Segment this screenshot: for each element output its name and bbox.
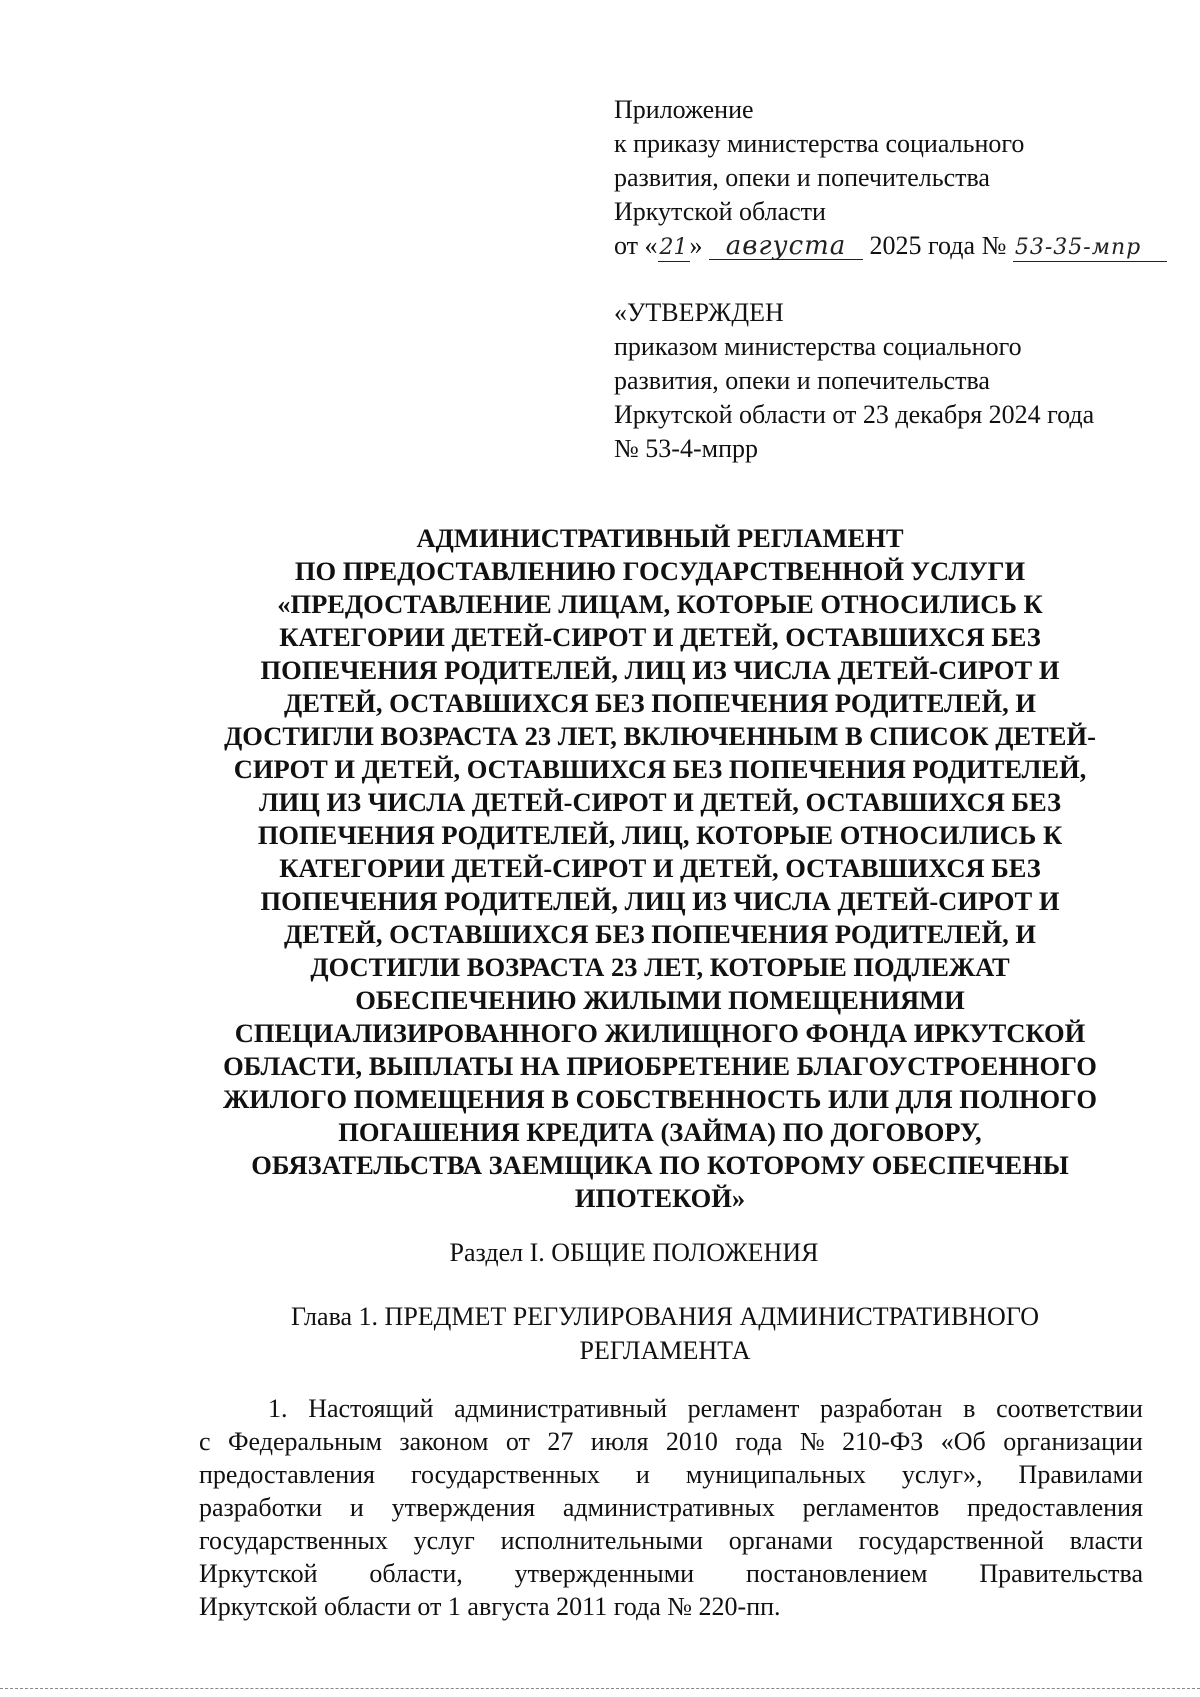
- handwritten-day: 21: [659, 235, 688, 260]
- paragraph-word: в: [963, 1394, 976, 1423]
- approval-line: № 53-4-мпрр: [614, 434, 758, 463]
- paragraph-word: регламентов: [802, 1493, 940, 1522]
- paragraph-word: 1.: [268, 1394, 288, 1423]
- paragraph-word: постановлением: [745, 1559, 928, 1588]
- paragraph-word: разработан: [820, 1394, 943, 1423]
- paragraph-word: органами: [728, 1526, 833, 1555]
- paragraph-word: власти: [1069, 1526, 1143, 1555]
- appendix-block: [614, 93, 1174, 263]
- title-line: ПОПЕЧЕНИЯ РОДИТЕЛЕЙ, ЛИЦ, КОТОРЫЕ ОТНОСИЛИСЬ К: [257, 820, 1063, 850]
- paragraph-word: исполнительными: [500, 1526, 703, 1555]
- paragraph-word: услуг»,: [901, 1460, 983, 1489]
- date-prefix: от «: [614, 231, 658, 260]
- paragraph-word: 2010: [665, 1427, 718, 1456]
- approval-line: Иркутской области от 23 декабря 2024 года: [614, 400, 1095, 429]
- paragraph-line: [199, 1491, 1143, 1524]
- paragraph-line: [199, 1425, 1143, 1458]
- paragraph-word: Правительства: [979, 1559, 1143, 1588]
- title-line: СИРОТ И ДЕТЕЙ, ОСТАВШИХСЯ БЕЗ ПОПЕЧЕНИЯ РОДИТЕЛЕЙ,: [233, 754, 1087, 784]
- paragraph-word: государственной: [858, 1526, 1044, 1555]
- title-line: ЛИЦ ИЗ ЧИСЛА ДЕТЕЙ-СИРОТ И ДЕТЕЙ, ОСТАВШИХСЯ БЕЗ: [258, 787, 1062, 817]
- paragraph-word: предоставления: [199, 1460, 375, 1489]
- chapter-heading-line: Глава 1. ПРЕДМЕТ РЕГУЛИРОВАНИЯ АДМИНИСТРАТИВНОГО: [290, 1302, 1039, 1331]
- paragraph-word: с: [199, 1427, 211, 1456]
- paragraph-word: организации: [1003, 1427, 1143, 1456]
- paragraph-word: административный: [454, 1394, 667, 1423]
- appendix-line: Иркутской области: [614, 197, 826, 226]
- paragraph-word: разработки: [199, 1493, 323, 1522]
- paragraph-word: июля: [590, 1427, 649, 1456]
- handwritten-order-number: 53-35-мпр: [1013, 235, 1167, 262]
- title-line: АДМИНИСТРАТИВНЫЙ РЕГЛАМЕНТ: [416, 523, 904, 553]
- paragraph-word: Настоящий: [308, 1394, 434, 1423]
- paragraph-word: законом: [399, 1427, 489, 1456]
- paragraph-word: регламент: [687, 1394, 800, 1423]
- section-heading: Раздел I. ОБЩИЕ ПОЛОЖЕНИЯ: [449, 1238, 819, 1267]
- title-line: ОБЕСПЕЧЕНИЮ ЖИЛЫМИ ПОМЕЩЕНИЯМИ: [355, 985, 965, 1015]
- paragraph-word: 27: [547, 1427, 574, 1456]
- document-title: [160, 522, 1160, 1215]
- paragraph-word: Правилами: [1018, 1460, 1143, 1489]
- paragraph-word: года: [735, 1427, 783, 1456]
- paragraph-word: области,: [369, 1559, 463, 1588]
- paragraph-word: государственных: [199, 1526, 388, 1555]
- paragraph-word: предоставления: [966, 1493, 1143, 1522]
- title-line: ОБЛАСТИ, ВЫПЛАТЫ НА ПРИОБРЕТЕНИЕ БЛАГОУСТРОЕННОГО: [223, 1051, 1097, 1081]
- title-line: КАТЕГОРИИ ДЕТЕЙ-СИРОТ И ДЕТЕЙ, ОСТАВШИХСЯ БЕЗ: [279, 853, 1041, 883]
- title-line: ДЕТЕЙ, ОСТАВШИХСЯ БЕЗ ПОПЕЧЕНИЯ РОДИТЕЛЕЙ, И: [284, 919, 1036, 949]
- paragraph-word: №: [799, 1427, 825, 1456]
- date-year: 2025 года №: [869, 231, 1007, 260]
- paragraph-line: [199, 1557, 1143, 1590]
- title-line: ДОСТИГЛИ ВОЗРАСТА 23 ЛЕТ, КОТОРЫЕ ПОДЛЕЖАТ: [310, 952, 1010, 982]
- paragraph-line: [199, 1458, 1143, 1491]
- paragraph-word: от: [505, 1427, 530, 1456]
- title-line: ПОПЕЧЕНИЯ РОДИТЕЛЕЙ, ЛИЦ ИЗ ЧИСЛА ДЕТЕЙ-СИРОТ И: [260, 886, 1060, 916]
- scan-edge-divider: [0, 1688, 1200, 1689]
- paragraph-word: утвержденными: [514, 1559, 695, 1588]
- paragraph-word: соответствии: [996, 1394, 1143, 1423]
- date-mid: »: [689, 231, 703, 260]
- paragraph-word: «Об: [940, 1427, 986, 1456]
- title-line: ПОПЕЧЕНИЯ РОДИТЕЛЕЙ, ЛИЦ ИЗ ЧИСЛА ДЕТЕЙ-СИРОТ И: [260, 655, 1060, 685]
- title-line: ПО ПРЕДОСТАВЛЕНИЮ ГОСУДАРСТВЕННОЙ УСЛУГИ: [294, 556, 1026, 586]
- approval-line: «УТВЕРЖДЕН: [614, 298, 784, 327]
- appendix-line: развития, опеки и попечительства: [614, 163, 990, 192]
- appendix-line: к приказу министерства социального: [614, 129, 1025, 158]
- appendix-date-line: [614, 229, 1174, 263]
- approval-block: [614, 296, 1174, 466]
- paragraph-word: Федеральным: [228, 1427, 382, 1456]
- title-line: КАТЕГОРИИ ДЕТЕЙ-СИРОТ И ДЕТЕЙ, ОСТАВШИХСЯ БЕЗ: [279, 622, 1041, 652]
- paragraph-word: услуг: [413, 1526, 475, 1555]
- approval-line: приказом министерства социального: [614, 332, 1022, 361]
- paragraph-line: [199, 1524, 1143, 1557]
- handwritten-month: августа: [709, 233, 863, 260]
- title-line: ДОСТИГЛИ ВОЗРАСТА 23 ЛЕТ, ВКЛЮЧЕННЫМ В СПИСОК ДЕТЕЙ-: [224, 721, 1096, 751]
- title-line: ИПОТЕКОЙ»: [574, 1183, 746, 1213]
- paragraph-word: утверждения: [391, 1493, 536, 1522]
- title-line: ДЕТЕЙ, ОСТАВШИХСЯ БЕЗ ПОПЕЧЕНИЯ РОДИТЕЛЕЙ, И: [284, 688, 1036, 718]
- title-line: СПЕЦИАЛИЗИРОВАННОГО ЖИЛИЩНОГО ФОНДА ИРКУТСКОЙ: [234, 1018, 1086, 1048]
- paragraph-word: муниципальных: [685, 1460, 866, 1489]
- paragraph-word: и: [349, 1493, 364, 1522]
- chapter-heading-line: РЕГЛАМЕНТА: [579, 1336, 751, 1365]
- title-line: «ПРЕДОСТАВЛЕНИЕ ЛИЦАМ, КОТОРЫЕ ОТНОСИЛИСЬ К: [277, 589, 1043, 619]
- approval-line: развития, опеки и попечительства: [614, 366, 990, 395]
- paragraph-word: государственных: [411, 1460, 600, 1489]
- paragraph-word: Иркутской: [199, 1559, 318, 1588]
- paragraph-1: [199, 1392, 1143, 1623]
- appendix-line: Приложение: [614, 95, 754, 124]
- chapter-heading: [200, 1300, 1130, 1368]
- paragraph-word: и: [635, 1460, 650, 1489]
- title-line: ОБЯЗАТЕЛЬСТВА ЗАЕМЩИКА ПО КОТОРОМУ ОБЕСПЕЧЕНЫ: [251, 1150, 1069, 1180]
- paragraph-word: 210-ФЗ: [842, 1427, 924, 1456]
- paragraph-line: [199, 1392, 1143, 1425]
- paragraph-word: административных: [562, 1493, 775, 1522]
- title-line: ПОГАШЕНИЯ КРЕДИТА (ЗАЙМА) ПО ДОГОВОРУ,: [338, 1117, 982, 1147]
- paragraph-line: Иркутской области от 1 августа 2011 года № 220-пп.: [199, 1592, 781, 1621]
- title-line: ЖИЛОГО ПОМЕЩЕНИЯ В СОБСТВЕННОСТЬ ИЛИ ДЛЯ ПОЛНОГО: [223, 1084, 1097, 1114]
